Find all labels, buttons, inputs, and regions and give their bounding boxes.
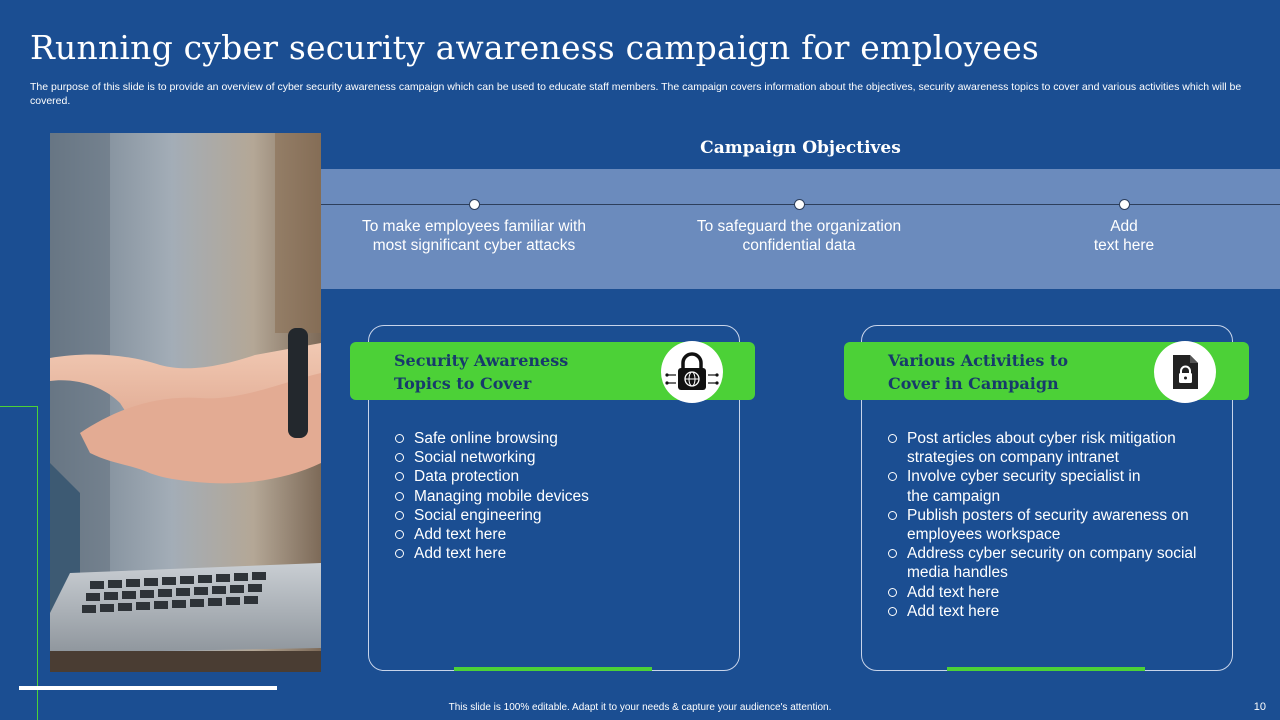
bullet-marker [888, 588, 897, 597]
card-title-line: Security Awareness [394, 351, 569, 370]
laptop-hands-photo [50, 133, 321, 672]
objective-marker [794, 199, 805, 210]
list-item-text: Post articles about cyber risk mitigation [907, 430, 1176, 447]
bullet-marker [395, 434, 404, 443]
list-item [888, 544, 1223, 582]
card-title-line: Topics to Cover [394, 374, 532, 393]
bullet-marker [395, 472, 404, 481]
topics-list [395, 429, 725, 563]
topics-card-header [350, 342, 755, 400]
list-item [395, 525, 725, 544]
lock-globe-icon [661, 341, 723, 403]
laptop-hands-illustration [50, 133, 321, 672]
slide-title: Running cyber security awareness campaign for employees [30, 28, 1040, 67]
objective-item-3 [984, 217, 1264, 255]
bullet-marker [395, 530, 404, 539]
slide-subtitle: The purpose of this slide is to provide an overview of cyber security awareness campaign which can be used to educate staff members. The campaign covers information about the objectives, security awareness topics to cover and various activities which will be covered. [30, 81, 1242, 107]
bullet-marker [888, 434, 897, 443]
list-item-text: Social engineering [414, 506, 542, 524]
objective-text-line: confidential data [742, 237, 856, 254]
list-item-text: media handles [907, 564, 1008, 582]
activities-list [888, 429, 1223, 621]
locked-document-icon-circle [1154, 341, 1216, 403]
objective-marker [469, 199, 480, 210]
objective-marker [1119, 199, 1130, 210]
decorative-green-frame [0, 406, 38, 720]
list-item [395, 429, 725, 448]
list-item-text: Add text here [907, 602, 1000, 620]
list-item [395, 544, 725, 563]
objective-item-2 [659, 217, 939, 255]
bullet-marker [395, 453, 404, 462]
list-item [395, 506, 725, 525]
bullet-marker [395, 492, 404, 501]
objectives-band [321, 169, 1280, 289]
list-item-text: Add text here [414, 526, 507, 544]
list-item-text: employees workspace [907, 526, 1061, 544]
list-item-text: Add text here [414, 545, 507, 563]
list-item-text: the campaign [907, 487, 1001, 505]
list-item [395, 467, 725, 486]
activities-card-title [888, 349, 1068, 395]
list-item [888, 583, 1223, 602]
bullet-marker [888, 472, 897, 481]
list-item [888, 602, 1223, 621]
objectives-heading: Campaign Objectives [700, 138, 901, 158]
objective-text-line: To make employees familiar with [362, 218, 586, 235]
bullet-marker [888, 511, 897, 520]
slide-footer: This slide is 100% editable. Adapt it to your needs & capture your audience's attention. [448, 702, 832, 713]
objective-text-line: most significant cyber attacks [372, 237, 576, 254]
list-item-text: strategies on company intranet [907, 449, 1119, 467]
list-item [395, 448, 725, 467]
list-item [888, 429, 1223, 467]
list-item-text: Add text here [907, 583, 1000, 601]
bullet-marker [395, 511, 404, 520]
bullet-marker [395, 549, 404, 558]
list-item-text: Safe online browsing [414, 430, 558, 447]
list-item-text: Managing mobile devices [414, 487, 589, 505]
topics-card-title [394, 349, 568, 395]
card-title-line: Cover in Campaign [888, 374, 1059, 393]
objective-item-1 [334, 217, 614, 255]
card-title-line: Various Activities to [888, 351, 1068, 370]
list-item-text: Publish posters of security awareness on [907, 506, 1189, 524]
bullet-marker [888, 549, 897, 558]
decorative-white-line [19, 686, 277, 690]
card-accent-bar [454, 667, 652, 671]
list-item-text: Involve cyber security specialist in [907, 468, 1141, 486]
list-item-text: Address cyber security on company social [907, 545, 1197, 563]
list-item [888, 467, 1223, 505]
bullet-marker [888, 607, 897, 616]
locked-document-icon [1154, 341, 1216, 403]
objective-text-line: To safeguard the organization [696, 218, 902, 235]
list-item [395, 487, 725, 506]
lock-globe-icon-circle [661, 341, 723, 403]
card-accent-bar [947, 667, 1145, 671]
activities-card-header [844, 342, 1249, 400]
page-number: 10 [1253, 701, 1266, 713]
objective-text-line: Add [1110, 218, 1138, 235]
list-item-text: Data protection [414, 468, 520, 486]
list-item [888, 506, 1223, 544]
objective-text-line: text here [1093, 237, 1155, 254]
list-item-text: Social networking [414, 449, 536, 467]
